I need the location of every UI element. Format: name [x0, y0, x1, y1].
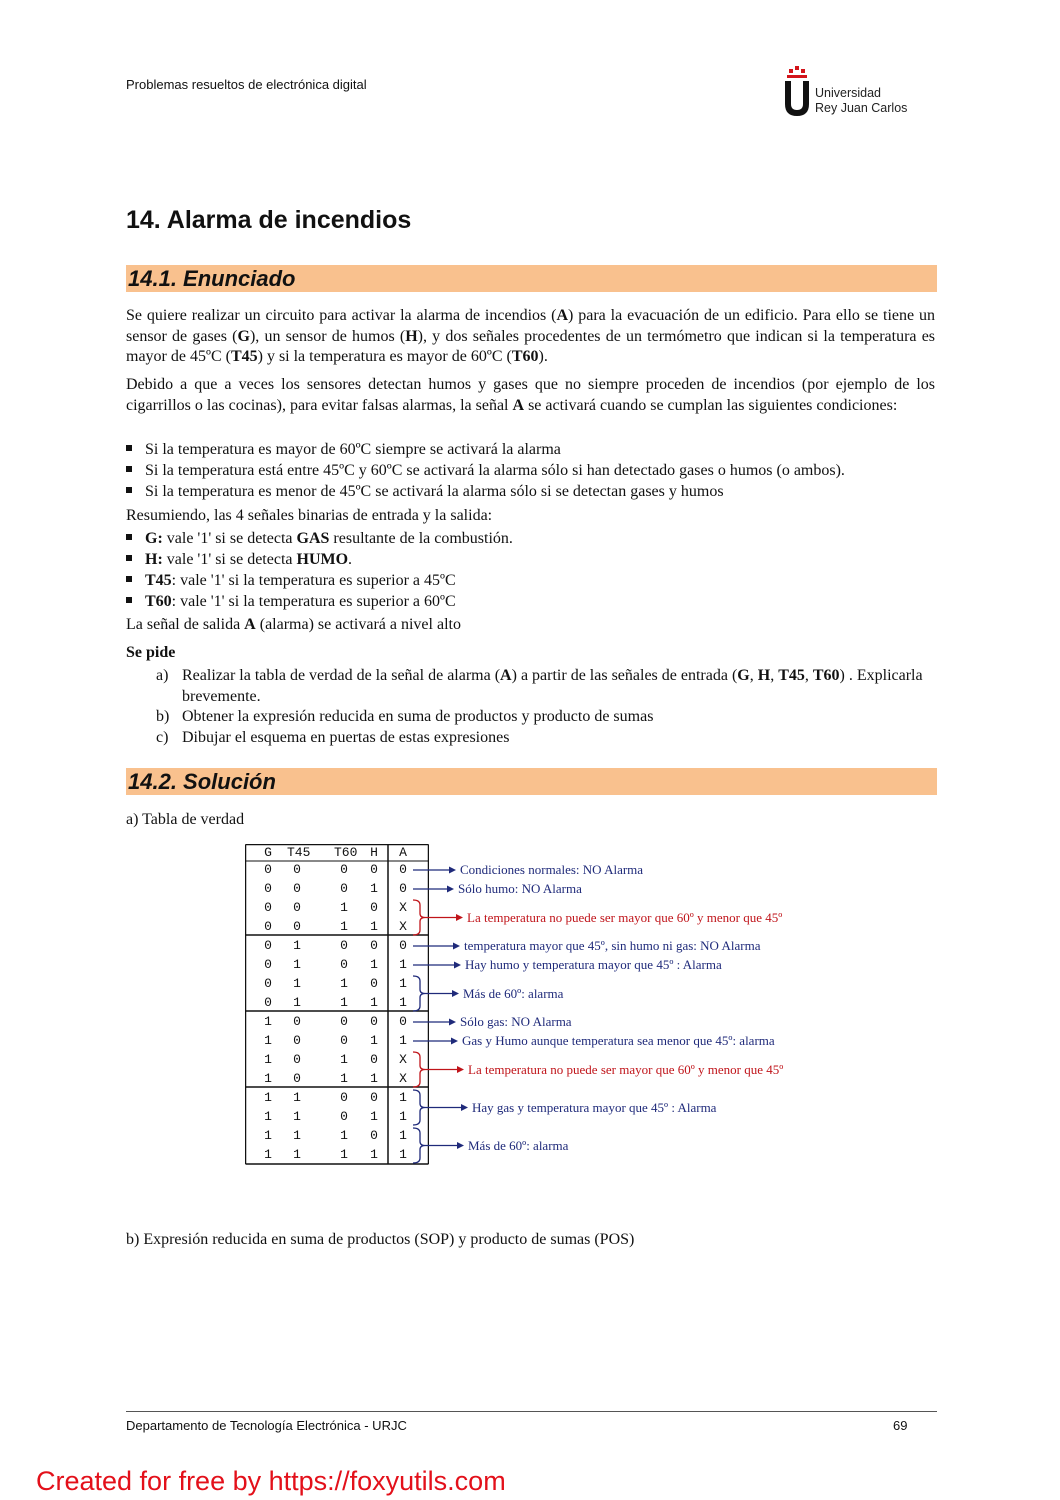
annotation-label: Hay humo y temperatura mayor que 45º : Alarma: [465, 957, 722, 972]
running-title: Problemas resueltos de electrónica digital: [126, 77, 367, 92]
table-cell: 0: [340, 1033, 348, 1048]
table-header-cell: G: [264, 845, 272, 860]
table-cell: 0: [340, 862, 348, 877]
table-cell: 1: [293, 1147, 301, 1162]
table-cell: 1: [264, 1052, 272, 1067]
brace-icon: [413, 1128, 425, 1163]
brace-icon: [413, 1090, 425, 1125]
annotation-label: Condiciones normales: NO Alarma: [460, 862, 644, 877]
text-run: vale '1' si se detecta: [162, 530, 297, 547]
page-number: 69: [893, 1418, 908, 1433]
table-cell: 1: [293, 1109, 301, 1124]
table-cell: 1: [264, 1033, 272, 1048]
condition-item: Si la temperatura está entre 45ºC y 60ºC se activará la alarma sólo si han detectado gases o humos (o ambos).: [126, 461, 845, 482]
text-run: ).: [538, 348, 548, 365]
text-run: T60: [812, 667, 840, 684]
footer-department: Departamento de Tecnología Electrónica - URJC: [126, 1418, 407, 1433]
table-cell: 0: [264, 881, 272, 896]
arrow-icon: [457, 1142, 464, 1149]
text-run: T45: [230, 348, 258, 365]
text-run: H: [757, 667, 771, 684]
table-cell: 1: [293, 995, 301, 1010]
task-item: a) Realizar la tabla de verdad de la señal de alarma (A) a partir de las señales de entrada (G, H, T45, T60) . Explicarla brevemente.: [156, 667, 923, 705]
table-cell: 0: [264, 919, 272, 934]
text-run: G: [737, 667, 750, 684]
text-run: H:: [145, 551, 163, 568]
table-cell: 1: [340, 1052, 348, 1067]
table-cell: 1: [399, 976, 407, 991]
table-cell: 0: [293, 1071, 301, 1086]
table-cell: 1: [264, 1128, 272, 1143]
table-cell: 0: [264, 900, 272, 915]
text-run: ), y dos señales procedentes de un termómetro que indican si la temperatura es mayor de 45ºC (: [126, 327, 936, 365]
text-run: G:: [145, 530, 163, 547]
table-cell: 1: [340, 976, 348, 991]
table-cell: 1: [293, 938, 301, 953]
text-run: GAS: [296, 530, 330, 547]
table-cell: 1: [340, 995, 348, 1010]
table-cell: 0: [370, 1128, 378, 1143]
text-run: .: [348, 551, 353, 568]
logo-line-1: Universidad: [815, 86, 882, 100]
text-run: A: [244, 616, 256, 633]
annotation-label: La temperatura no puede ser mayor que 60º y menor que 45º: [468, 1061, 784, 1077]
logo-line-2: Rey Juan Carlos: [815, 101, 908, 115]
table-cell: 0: [370, 1014, 378, 1029]
arrow-icon: [447, 886, 454, 893]
annotation-label: Gas y Humo aunque temperatura sea menor que 45º: alarma: [462, 1033, 775, 1048]
text-run: (alarma) se activará a nivel alto: [255, 616, 461, 633]
annotation-label: Más de 60º: alarma: [463, 985, 564, 1001]
brace-icon: [413, 976, 425, 1011]
table-cell: 0: [293, 881, 301, 896]
table-cell: 0: [399, 881, 407, 896]
table-cell: 1: [293, 1090, 301, 1105]
table-cell: 0: [399, 938, 407, 953]
table-header-cell: T60: [334, 845, 358, 860]
table-cell: 0: [340, 1109, 348, 1124]
table-cell: 0: [340, 1090, 348, 1105]
table-cell: 0: [340, 957, 348, 972]
text-run: A: [512, 396, 525, 414]
table-cell: 0: [340, 938, 348, 953]
text-run: : vale '1' si la temperatura es superior a 60ºC: [171, 593, 456, 610]
text-run: Debido a que a veces los sensores detectan humos y gases que no siempre proceden de incendios (por ejemplo de los cigarrillos o las cocinas), para evitar falsas alarmas, la señal: [126, 376, 935, 414]
table-cell: 0: [264, 938, 272, 953]
annotation-label: Hay gas y temperatura mayor que 45º : Alarma: [472, 1099, 717, 1115]
table-cell: 1: [264, 1071, 272, 1086]
table-cell: 1: [264, 1109, 272, 1124]
table-cell: 1: [370, 1147, 378, 1162]
table-header-cell: H: [370, 845, 378, 860]
arrow-icon: [457, 1066, 464, 1073]
table-cell: 0: [293, 919, 301, 934]
table-header-cell: A: [399, 845, 407, 860]
text-run: G: [237, 327, 250, 345]
table-cell: 0: [293, 1052, 301, 1067]
table-cell: 1: [293, 1128, 301, 1143]
table-cell: 0: [264, 957, 272, 972]
text-run: Realizar la tabla de verdad de la señal de alarma (: [182, 667, 501, 684]
annotation-label: Sólo gas: NO Alarma: [460, 1014, 572, 1029]
table-cell: 0: [264, 976, 272, 991]
table-cell: 0: [293, 1014, 301, 1029]
truth-table-label: a) Tabla de verdad: [126, 811, 245, 828]
table-cell: 1: [370, 957, 378, 972]
table-cell: 0: [370, 938, 378, 953]
table-cell: 1: [370, 995, 378, 1010]
text-run: H: [405, 327, 418, 345]
text-run: ,: [804, 667, 813, 684]
table-cell: 1: [264, 1147, 272, 1162]
text-run: Se quiere realizar un circuito para activar la alarma de incendios (: [126, 307, 557, 324]
table-cell: 0: [370, 976, 378, 991]
text-run: T60: [511, 348, 539, 365]
watermark: Created for free by https://foxyutils.com: [36, 1466, 506, 1496]
table-cell: 0: [264, 995, 272, 1010]
text-run: : vale '1' si la temperatura es superior a 45ºC: [171, 572, 456, 589]
text-run: ) para la evacuación de un edificio. Para ello se tiene un sensor de gases (: [126, 307, 935, 345]
table-cell: 0: [399, 1014, 407, 1029]
text-run: ,: [770, 667, 779, 684]
annotation-label: La temperatura no puede ser mayor que 60º y menor que 45º: [467, 909, 783, 925]
brace-icon: [413, 900, 425, 935]
arrow-icon: [461, 1104, 468, 1111]
annotation-label: temperatura mayor que 45º, sin humo ni gas: NO Alarma: [464, 938, 761, 953]
footer-divider: [126, 1411, 937, 1412]
arrow-icon: [449, 1019, 456, 1026]
text-run: HUMO: [296, 551, 349, 568]
text-run: resultante de la combustión.: [329, 530, 513, 547]
table-cell: 1: [399, 957, 407, 972]
arrow-icon: [456, 914, 463, 921]
text-run: ) a partir de las señales de entrada (: [511, 667, 738, 684]
text-run: ) . Explicarla brevemente.: [182, 667, 923, 705]
table-cell: 0: [293, 862, 301, 877]
text-run: A: [556, 307, 569, 324]
table-cell: 1: [370, 919, 378, 934]
brace-icon: [413, 1052, 425, 1087]
summary-text: Resumiendo, las 4 señales binarias de entrada y la salida:: [126, 507, 493, 524]
table-cell: 0: [340, 881, 348, 896]
text-run: Dibujar el esquema en puertas de estas expresiones: [182, 729, 510, 746]
text-run: ) y si la temperatura es mayor de 60ºC (: [257, 348, 512, 365]
annotation-label: Sólo humo: NO Alarma: [458, 881, 582, 896]
table-cell: 1: [340, 1071, 348, 1086]
table-cell: 1: [340, 900, 348, 915]
table-header-cell: T45: [287, 845, 311, 860]
condition-item: Si la temperatura es mayor de 60ºC siempre se activará la alarma: [126, 440, 561, 461]
table-cell: 1: [399, 1109, 407, 1124]
table-cell: X: [399, 1071, 407, 1086]
part-b-text: b) Expresión reducida en suma de productos (SOP) y producto de sumas (POS): [126, 1231, 635, 1248]
table-cell: 0: [264, 862, 272, 877]
table-cell: 1: [340, 1147, 348, 1162]
table-cell: 0: [293, 900, 301, 915]
table-cell: 1: [370, 1071, 378, 1086]
text-run: Obtener la expresión reducida en suma de productos y producto de sumas: [182, 708, 654, 725]
table-cell: 0: [370, 1052, 378, 1067]
table-cell: 1: [264, 1090, 272, 1105]
arrow-icon: [454, 962, 461, 969]
table-cell: 1: [293, 957, 301, 972]
table-cell: 1: [293, 976, 301, 991]
table-cell: 1: [340, 1128, 348, 1143]
table-cell: 1: [340, 919, 348, 934]
arrow-icon: [451, 1038, 458, 1045]
asked-title: Se pide: [126, 644, 176, 661]
arrow-icon: [449, 867, 456, 874]
table-cell: 0: [340, 1014, 348, 1029]
table-cell: 1: [399, 1128, 407, 1143]
text-run: se activará cuando se cumplan las siguientes condiciones:: [524, 396, 898, 414]
text-run: ,: [749, 667, 758, 684]
table-cell: X: [399, 919, 407, 934]
chapter-title: 14. Alarma de incendios: [126, 206, 412, 234]
text-run: A: [500, 667, 512, 684]
table-cell: 1: [399, 1033, 407, 1048]
table-cell: 1: [399, 995, 407, 1010]
table-cell: 0: [370, 1090, 378, 1105]
table-cell: 1: [370, 1109, 378, 1124]
table-cell: 0: [370, 862, 378, 877]
section-title: 14.1. Enunciado: [128, 266, 296, 291]
table-cell: 1: [370, 1033, 378, 1048]
table-cell: 0: [293, 1033, 301, 1048]
table-cell: X: [399, 900, 407, 915]
table-cell: 1: [399, 1090, 407, 1105]
task-item: b) Obtener la expresión reducida en suma de productos y producto de sumas: [156, 708, 654, 725]
table-cell: 1: [399, 1147, 407, 1162]
text-run: vale '1' si se detecta: [162, 551, 297, 568]
table-cell: 0: [370, 900, 378, 915]
table-cell: 1: [370, 881, 378, 896]
section-title: 14.2. Solución: [128, 769, 276, 794]
annotation-label: Más de 60º: alarma: [468, 1137, 569, 1153]
table-cell: 0: [399, 862, 407, 877]
table-cell: 1: [264, 1014, 272, 1029]
text-run: T45: [145, 572, 172, 589]
text-run: La señal de salida: [126, 616, 245, 633]
arrow-icon: [453, 943, 460, 950]
task-item: c) Dibujar el esquema en puertas de estas expresiones: [156, 729, 510, 746]
arrow-icon: [452, 990, 459, 997]
text-run: T45: [778, 667, 805, 684]
condition-item: Si la temperatura es menor de 45ºC se activará la alarma sólo si se detectan gases y humos: [126, 482, 724, 503]
table-cell: X: [399, 1052, 407, 1067]
text-run: ), un sensor de humos (: [249, 327, 406, 345]
text-run: T60: [145, 593, 172, 610]
